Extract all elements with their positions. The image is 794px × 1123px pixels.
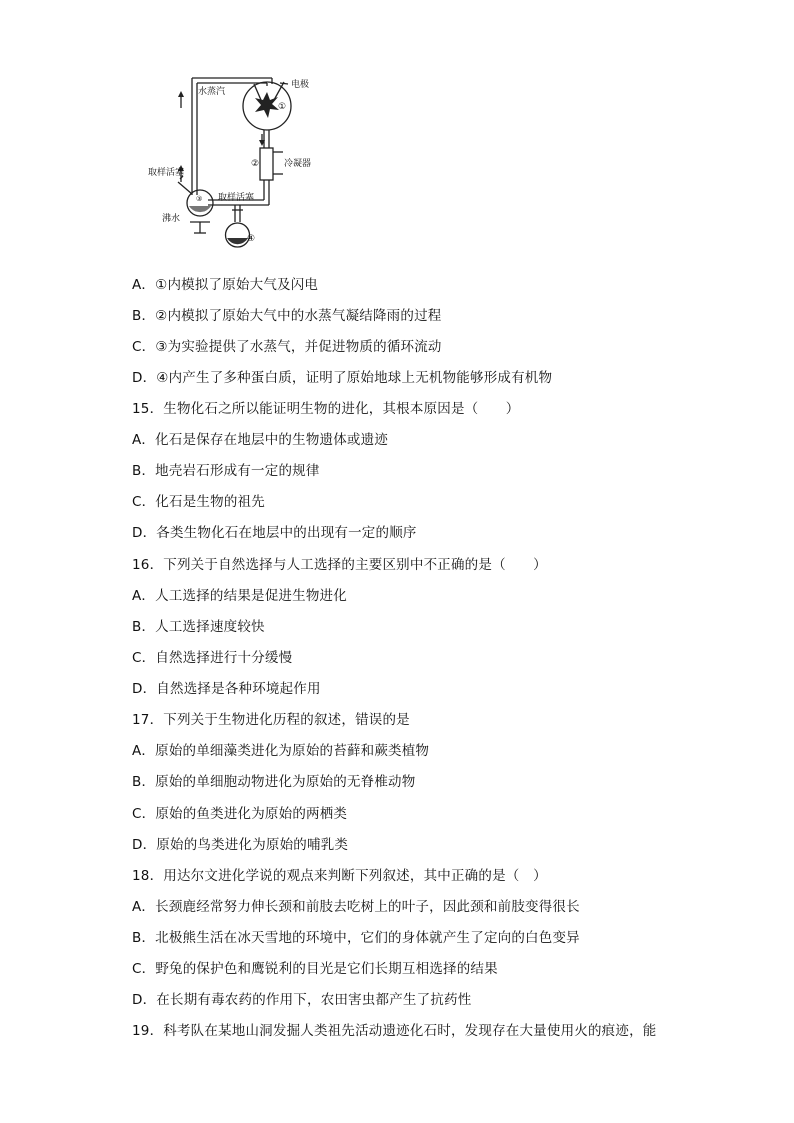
circle2-label: ② <box>251 159 260 169</box>
water-vapor-label: 水蒸汽 <box>198 87 226 97</box>
q15-option-a: A．化石是保存在地层中的生物遗体或遗迹 <box>132 432 389 448</box>
circle3-label: ③ <box>196 195 203 203</box>
q17-option-d: D．原始的鸟类进化为原始的哺乳类 <box>132 837 349 853</box>
q15-option-b: B．地壳岩石形成有一定的规律 <box>132 463 320 479</box>
q17-stem: 17．下列关于生物进化历程的叙述，错误的是 <box>132 712 410 728</box>
q16-stem: 16．下列关于自然选择与人工选择的主要区别中不正确的是（ ） <box>132 557 547 573</box>
q17-option-c: C．原始的鱼类进化为原始的两栖类 <box>132 806 348 822</box>
q18-option-a: A．长颈鹿经常努力伸长颈和前肢去吃树上的叶子，因此颈和前肢变得很长 <box>132 899 580 915</box>
q14-option-d: D．④内产生了多种蛋白质，证明了原始地球上无机物能够形成有机物 <box>132 370 553 386</box>
q18-option-b: B．北极熊生活在冰天雪地的环境中，它们的身体就产生了定向的白色变异 <box>132 930 580 946</box>
q14-option-a: A．①内模拟了原始大气及闪电 <box>132 277 319 293</box>
q17-option-a: A．原始的单细藻类进化为原始的苔藓和蕨类植物 <box>132 743 430 759</box>
boiling-water-label: 沸水 <box>162 214 181 224</box>
miller-experiment-figure <box>148 70 328 260</box>
q16-option-d: D．自然选择是各种环境起作用 <box>132 681 321 697</box>
q19-stem: 19．科考队在某地山洞发掘人类祖先活动遗迹化石时，发现存在大量使用火的痕迹，能 <box>132 1023 657 1039</box>
electrode-label: 电极 <box>291 80 310 90</box>
q18-stem: 18．用达尔文进化学说的观点来判断下列叙述，其中正确的是（ ） <box>132 868 547 884</box>
q16-option-b: B．人工选择速度较快 <box>132 619 265 635</box>
circle1-label: ① <box>278 102 287 112</box>
q15-option-d: D．各类生物化石在地层中的出现有一定的顺序 <box>132 525 417 541</box>
circle4-label: ④ <box>247 234 256 244</box>
q14-option-b: B．②内模拟了原始大气中的水蒸气凝结降雨的过程 <box>132 308 442 324</box>
q14-option-c: C．③为实验提供了水蒸气，并促进物质的循环流动 <box>132 339 442 355</box>
q18-option-c: C．野兔的保护色和鹰锐利的目光是它们长期互相选择的结果 <box>132 961 498 977</box>
q17-option-b: B．原始的单细胞动物进化为原始的无脊椎动物 <box>132 774 416 790</box>
sample-valve-left-label: 取样活塞 <box>148 168 185 178</box>
q18-option-d: D．在长期有毒农药的作用下，农田害虫都产生了抗药性 <box>132 992 472 1008</box>
q15-stem: 15．生物化石之所以能证明生物的进化，其根本原因是（ ） <box>132 401 520 417</box>
condenser-label: 冷凝器 <box>284 159 312 169</box>
q16-option-c: C．自然选择进行十分缓慢 <box>132 650 293 666</box>
q16-option-a: A．人工选择的结果是促进生物进化 <box>132 588 347 604</box>
q15-option-c: C．化石是生物的祖先 <box>132 494 265 510</box>
sample-valve-bottom-label: 取样活塞 <box>218 193 255 203</box>
